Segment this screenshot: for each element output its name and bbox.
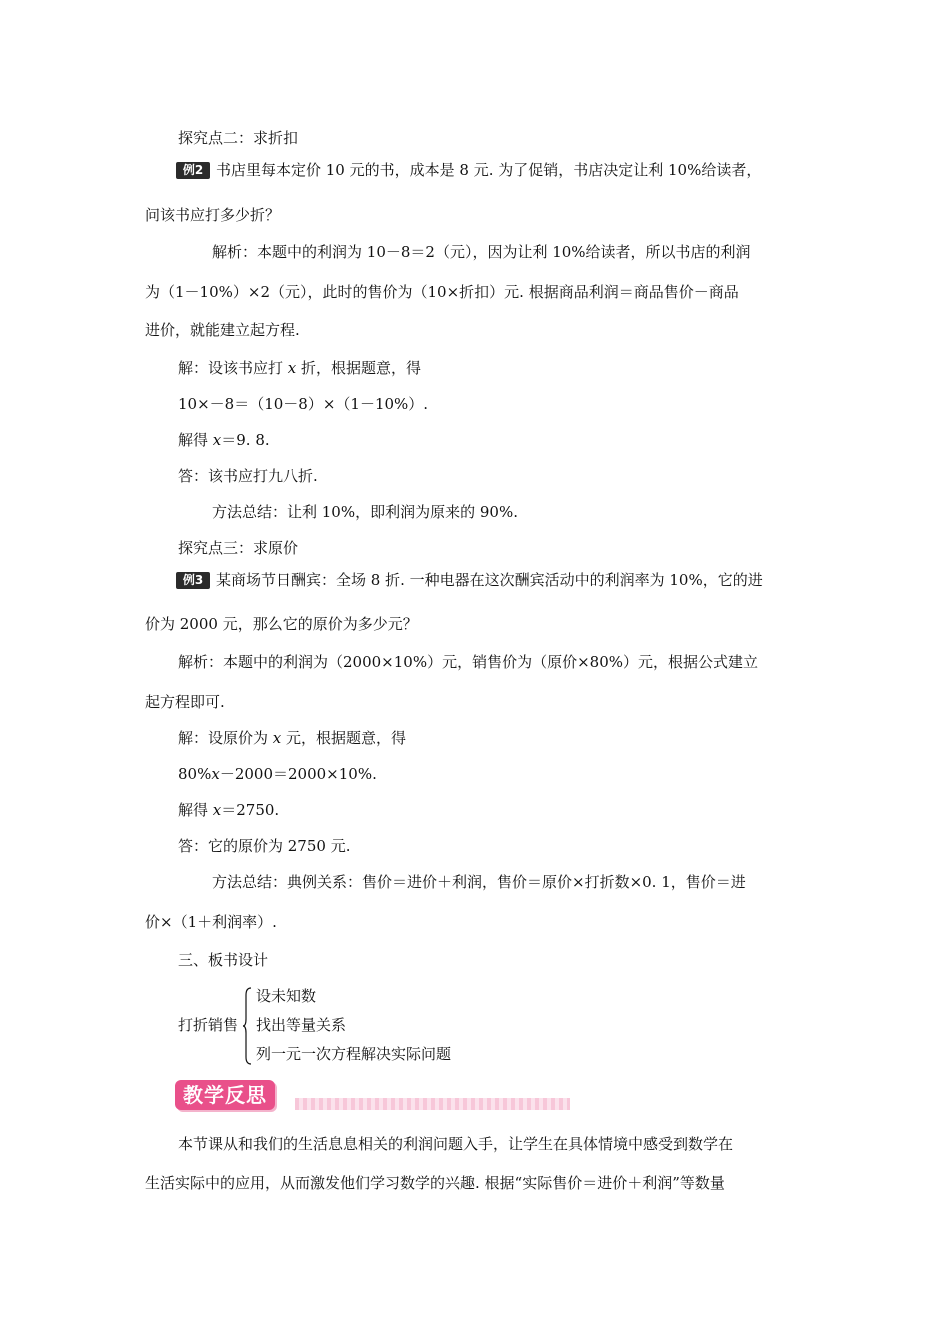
example3-analysis-line2: 起方程即可.: [145, 693, 225, 711]
reflection-line1: 本节课从和我们的生活息息相关的利润问题入手，让学生在具体情境中感受到数学在: [178, 1135, 734, 1153]
brace-icon: [242, 987, 252, 1065]
example2-problem-line1: [176, 160, 761, 180]
example3-solution-post: 元，根据题意，得: [281, 729, 407, 747]
example3-result-var: x: [212, 801, 222, 819]
example2-result: [178, 430, 270, 450]
example2-equation-post: －8＝（10－8）×（1－10%）.: [209, 395, 429, 413]
example2-result-var: x: [212, 431, 222, 449]
example3-result-pre: 解得: [178, 801, 213, 819]
example3-method-line1: 方法总结：典例关系：售价＝进价＋利润，售价＝原价×打折数×0. 1，售价＝进: [212, 873, 746, 891]
example2-result-pre: 解得: [178, 431, 213, 449]
board-label: 打折销售: [178, 1016, 239, 1034]
example3-solution-var: x: [272, 729, 282, 747]
example2-equation-pre: 10×: [178, 395, 210, 413]
example2-analysis-line3: 进价，就能建立起方程.: [145, 321, 300, 339]
board-item-3: 列一元一次方程解决实际问题: [256, 1045, 452, 1063]
reflection-strip: [295, 1098, 570, 1110]
example3-answer: 答：它的原价为 2750 元.: [178, 837, 351, 855]
reflection-title: 教学反思: [175, 1080, 275, 1110]
example2-equation: [178, 394, 428, 414]
board-heading: 三、板书设计: [178, 951, 269, 969]
example2-problem-text1: 书店里每本定价 10 元的书，成本是 8 元. 为了促销，书店决定让利 10%给读者，: [216, 161, 762, 179]
example3-problem-text1: 某商场节日酬宾：全场 8 折. 一种电器在这次酬宾活动中的利润率为 10%，它的进: [216, 571, 763, 589]
example2-answer: 答：该书应打九八折.: [178, 467, 318, 485]
example3-analysis-line1: 解析：本题中的利润为（2000×10%）元，销售价为（原价×80%）元，根据公式建立: [178, 653, 758, 671]
example3-problem-line2: 价为 2000 元，那么它的原价为多少元？: [145, 615, 418, 633]
example3-result-post: ＝2750.: [221, 801, 280, 819]
example2-solution-pre: 解：设该书应打: [178, 359, 288, 377]
example3-result: [178, 800, 279, 820]
example2-analysis-line2: 为（1－10%）×2（元），此时的售价为（10×折扣）元. 根据商品利润＝商品售价－商品: [145, 283, 739, 301]
board-item-1: 设未知数: [256, 987, 317, 1005]
example3-solution-pre: 解：设原价为: [178, 729, 273, 747]
example2-solution-post: 折，根据题意，得: [296, 359, 422, 377]
example2-result-post: ＝9. 8.: [221, 431, 270, 449]
example2-problem-line2: 问该书应打多少折？: [145, 206, 281, 224]
example3-equation-var: x: [211, 765, 220, 783]
reflection-banner: [175, 1080, 570, 1114]
example2-badge: 例2: [176, 162, 210, 179]
reflection-line2: 生活实际中的应用，从而激发他们学习数学的兴趣. 根据“实际售价＝进价＋利润”等数量: [145, 1174, 725, 1192]
example2-solution-var: x: [287, 359, 297, 377]
example3-equation-pre: 80%: [178, 765, 212, 783]
example3-badge: 例3: [176, 572, 210, 589]
example2-solution: [178, 358, 421, 378]
example2-analysis-line1: 解析：本题中的利润为 10－8＝2（元），因为让利 10%给读者，所以书店的利润: [212, 243, 751, 261]
example3-method-line2: 价×（1＋利润率）.: [145, 913, 277, 931]
section3-heading: 探究点三：求原价: [178, 539, 299, 557]
section2-heading: 探究点二：求折扣: [178, 129, 299, 147]
example2-method: 方法总结：让利 10%，即利润为原来的 90%.: [212, 503, 518, 521]
example3-equation-post: －2000＝2000×10%.: [219, 765, 377, 783]
example3-solution: [178, 728, 406, 748]
board-item-2: 找出等量关系: [256, 1016, 347, 1034]
example3-equation: [178, 764, 377, 784]
example3-problem-line1: [176, 570, 763, 590]
